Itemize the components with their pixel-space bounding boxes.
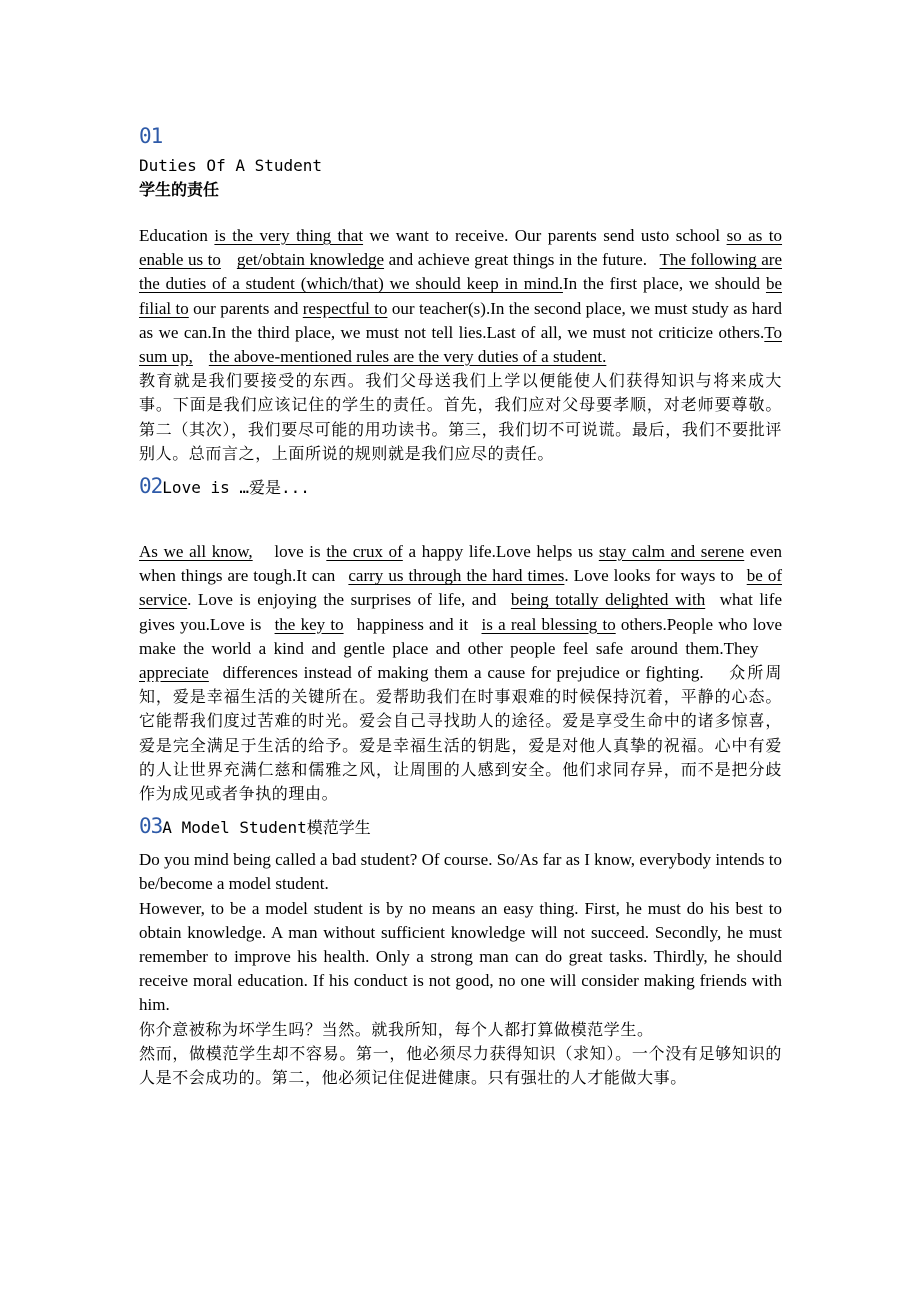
underlined-phrase: so as to enable us to <box>139 226 783 270</box>
underlined-phrase: respectful to <box>302 298 388 318</box>
underlined-phrase: the key to <box>274 614 344 634</box>
underlined-phrase: As we all know, <box>139 542 253 562</box>
section-3-number: 03 <box>139 814 163 839</box>
section-1-title-zh: 学生的责任 <box>139 180 220 199</box>
section-3-paragraph-2: However, to be a model student is by no means an easy thing. First, he must do his best to obtain knowledge. A man without sufficient knowledge will not succeed. Secondly, he must remember to improve his health. Only a strong man can do great tasks. Thirdly, he should receive moral education. If his conduct is not good, no one will consider making friends with him. <box>139 898 782 1015</box>
section-1-title-en: Duties Of A Student <box>139 156 323 175</box>
document-page <box>139 118 782 1090</box>
text-run: . Love is enjoying the surprises of life, and <box>187 590 503 610</box>
underlined-phrase: the crux of <box>326 542 403 562</box>
underlined-phrase: stay calm and serene <box>598 542 745 562</box>
section-3-paragraph-1: Do you mind being called a bad student? Of course. So/As far as I know, everybody intends to be/become a model student. <box>139 850 782 894</box>
text-run: In the first place, we should <box>562 274 766 294</box>
section-2-number: 02 <box>139 474 163 499</box>
text-run: even when things are tough.It can <box>139 542 783 586</box>
section-3-chinese-paragraph-1: 你介意被称为坏学生吗？当然。就我所知，每个人都打算做模范学生。 <box>139 1019 654 1039</box>
underlined-phrase: is a real blessing to <box>481 614 616 634</box>
text-run: what life gives you.Love is <box>139 590 782 634</box>
underlined-phrase: get/obtain knowledge <box>236 250 385 270</box>
underlined-phrase: To sum up, <box>139 322 782 367</box>
section-2-paragraph <box>139 540 782 806</box>
underlined-phrase: is the very thing that <box>214 226 364 245</box>
underlined-phrase: being totally delighted with <box>510 590 706 610</box>
section-2-chinese-text: 众所周知，爱是幸福生活的关键所在。爱帮助我们在时事艰难的时候保持沉着，平静的心态。它能帮我们度过苦难的时光。爱会自己寻找助人的途径。爱是享受生命中的诸多惊喜，爱是完全满足于生活的给予。爱是幸福生活的钥匙，爱是对他人真挚的祝福。心中有爱的人让世界充满仁慈和儒雅之风，让周围的人感到安全。他们求同存异，而不是把分歧作为成见或者争执的理由。 <box>139 663 782 804</box>
underlined-phrase: be of service <box>139 566 782 610</box>
section-3-chinese-paragraph-2: 然而，做模范学生却不容易。第一，他必须尽力获得知识（求知）。一个没有足够知识的人是不会成功的。第二，他必须记住促进健康。只有强壮的人才能做大事。 <box>139 1043 782 1088</box>
text-run: others.People who love make the world a kind and gentle place and other people feel safe around them.They <box>139 614 782 658</box>
underlined-phrase: The following are the duties of a student (which/that) we should keep in mind. <box>139 250 783 294</box>
section-3-title: A Model Student模范学生 <box>162 818 371 838</box>
text-run: . Love looks for ways to <box>564 566 739 586</box>
underlined-phrase: appreciate <box>139 663 209 683</box>
underlined-phrase: be filial to <box>139 274 782 318</box>
section-2-title: Love is …爱是... <box>162 478 310 498</box>
text-run: and achieve great things in the future. <box>384 250 652 270</box>
text-run: our parents and <box>188 298 303 318</box>
text-run: differences instead of making them a cause for prejudice or fighting. <box>216 663 704 683</box>
underlined-phrase: carry us through the hard times <box>348 566 565 586</box>
text-run: love is <box>268 542 327 562</box>
text-run: Education <box>139 226 215 245</box>
section-2-heading <box>139 474 782 508</box>
section-1-english-paragraph <box>139 224 782 369</box>
text-run: we want to receive. Our parents send usto school <box>363 226 727 245</box>
section-1-number: 01 <box>139 124 163 148</box>
text-run: a happy life.Love helps us <box>402 542 599 562</box>
section-3-heading <box>139 814 782 848</box>
section-1-chinese-paragraph: 教育就是我们要接受的东西。我们父母送我们上学以便能使人们获得知识与将来成大事。下面是我们应该记住的学生的责任。首先，我们应对父母要孝顺，对老师要尊敬。第二（其次），我们要尽可能的用功读书。第三，我们切不可说谎。最后，我们不要批评别人。总而言之，上面所说的规则就是我们应尽的责任。 <box>139 371 782 463</box>
text-run: happiness and it <box>351 614 474 634</box>
underlined-phrase: the above-mentioned rules are the very duties of a student. <box>208 347 607 367</box>
text-run: our teacher(s).In the second place, we must study as hard as we can.In the third place, we must not tell lies.Last of all, we must not criticize others. <box>139 298 782 342</box>
